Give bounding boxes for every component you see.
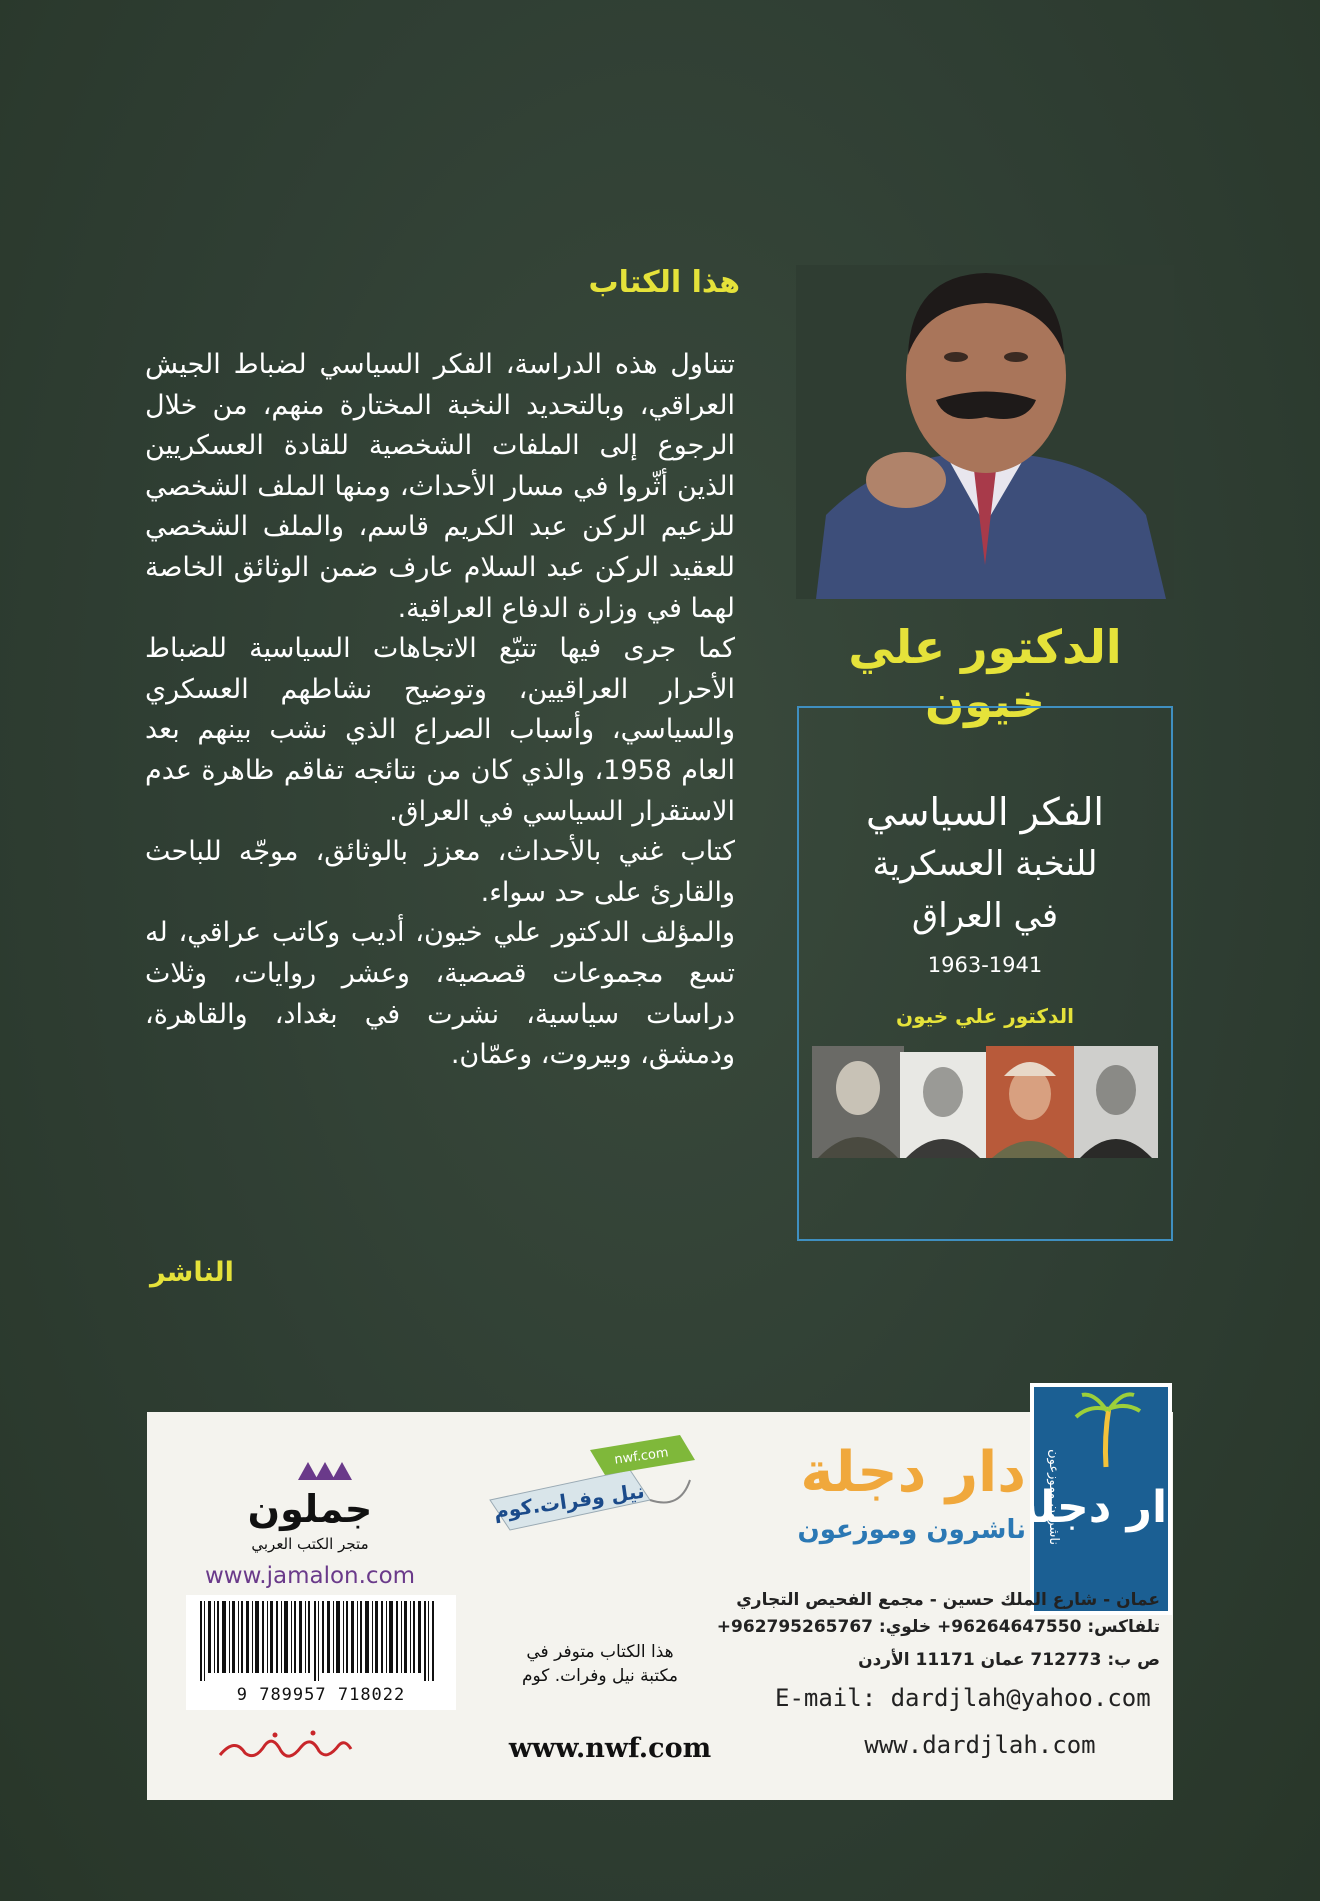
mini-title-line-1: الفكر السياسي [866,790,1104,834]
description-paragraph-4: والمؤلف الدكتور علي خيون، أديب وكاتب عراقي، له تسع مجموعات قصصية، وعشر روايات، وثلاث دراسات سياسية، نشرت في بغداد، والقاهرة، ودمشق، وبيروت، وعمّان. [145,917,735,1071]
publisher-name: دار دجلة [800,1440,1026,1505]
isbn-number: 9 789957 718022 [236,1685,406,1705]
author-portrait [796,265,1174,599]
publisher-tagline: ناشرون وموزعون [797,1515,1026,1545]
nwf-availability [480,1640,720,1688]
nwf-brand-text: نيل وفرات.كوم [492,1478,646,1524]
publisher-phones: تلفاكس: 96264647550+ خلوي: 962795265767+ [716,1617,1160,1637]
mini-title-line-2: للنخبة العسكرية [872,844,1098,884]
designer-signature [215,1727,355,1767]
section-title: هذا الكتاب [588,265,740,300]
book-description [145,345,735,1076]
historical-photos [812,1046,1158,1158]
publisher-address: عمان - شارع الملك حسين - مجمع الفحيص التجاري [736,1590,1160,1610]
publisher-pobox: ص ب: 712773 عمان 11171 الأردن [858,1650,1160,1670]
publisher-email: E-mail: dardjlah@yahoo.com [775,1684,1151,1712]
jamalon-logo-icon [220,1450,420,1490]
nwf-domain-text: nwf.com [613,1445,670,1468]
palm-logo-icon [1034,1387,1168,1611]
jamalon-name: جملون [247,1487,373,1531]
publisher-website: www.dardjlah.com [864,1731,1096,1759]
jamalon-subtitle: متجر الكتب العربي [251,1535,369,1553]
nwf-line-2: مكتبة نيل وفرات. كوم [521,1666,679,1686]
author-name: الدكتور علي خيون [848,620,1122,728]
dar-dijlah-logo [1030,1383,1172,1615]
mini-cover-author: الدكتور علي خيون [896,1004,1074,1028]
nwf-line-1: هذا الكتاب متوفر في [526,1642,674,1662]
nwf-website: www.nwf.com [508,1733,712,1764]
dar-logo-side-text: ناشرون وموزعون [1046,1449,1061,1545]
mini-cover-years: 1963-1941 [927,953,1043,977]
mini-title-line-3: في العراق [911,896,1059,936]
description-paragraph-2: كما جرى فيها تتبّع الاتجاهات السياسية للضباط الأحرار العراقيين، وتوضيح نشاطهم العسكري والسياسي، وأسباب الصراع الذي نشب بينهم بعد العام 1958، والذي كان من نتائجه تفاقم ظاهرة عدم الاستقرار السياسي في العراق. [145,633,735,827]
jamalon-website: www.jamalon.com [204,1563,416,1589]
publisher-signature: الناشر [150,1257,234,1288]
description-paragraph-3: كتاب غني بالأحداث، معزز بالوثائق، موجّه للباحث والقارئ على حد سواء. [145,836,735,908]
mini-cover-title [799,786,1171,942]
nwf-tag-logo [480,1430,710,1570]
dar-logo-text: ار دجل [1039,1482,1168,1533]
description-paragraph-1: تتناول هذه الدراسة، الفكر السياسي لضباط الجيش العراقي، وبالتحديد النخبة المختارة منهم، من خلال الرجوع إلى الملفات الشخصية للقادة العسكريين الذين أثّروا في مسار الأحداث، ومنها الملف الشخصي للزعيم الركن عبد الكريم قاسم، والملف الشخصي للعقيد الركن عبد السلام عارف ضمن الوثائق الخاصة لهما في وزارة الدفاع العراقية. [145,349,735,624]
front-cover-thumbnail [797,706,1173,1241]
